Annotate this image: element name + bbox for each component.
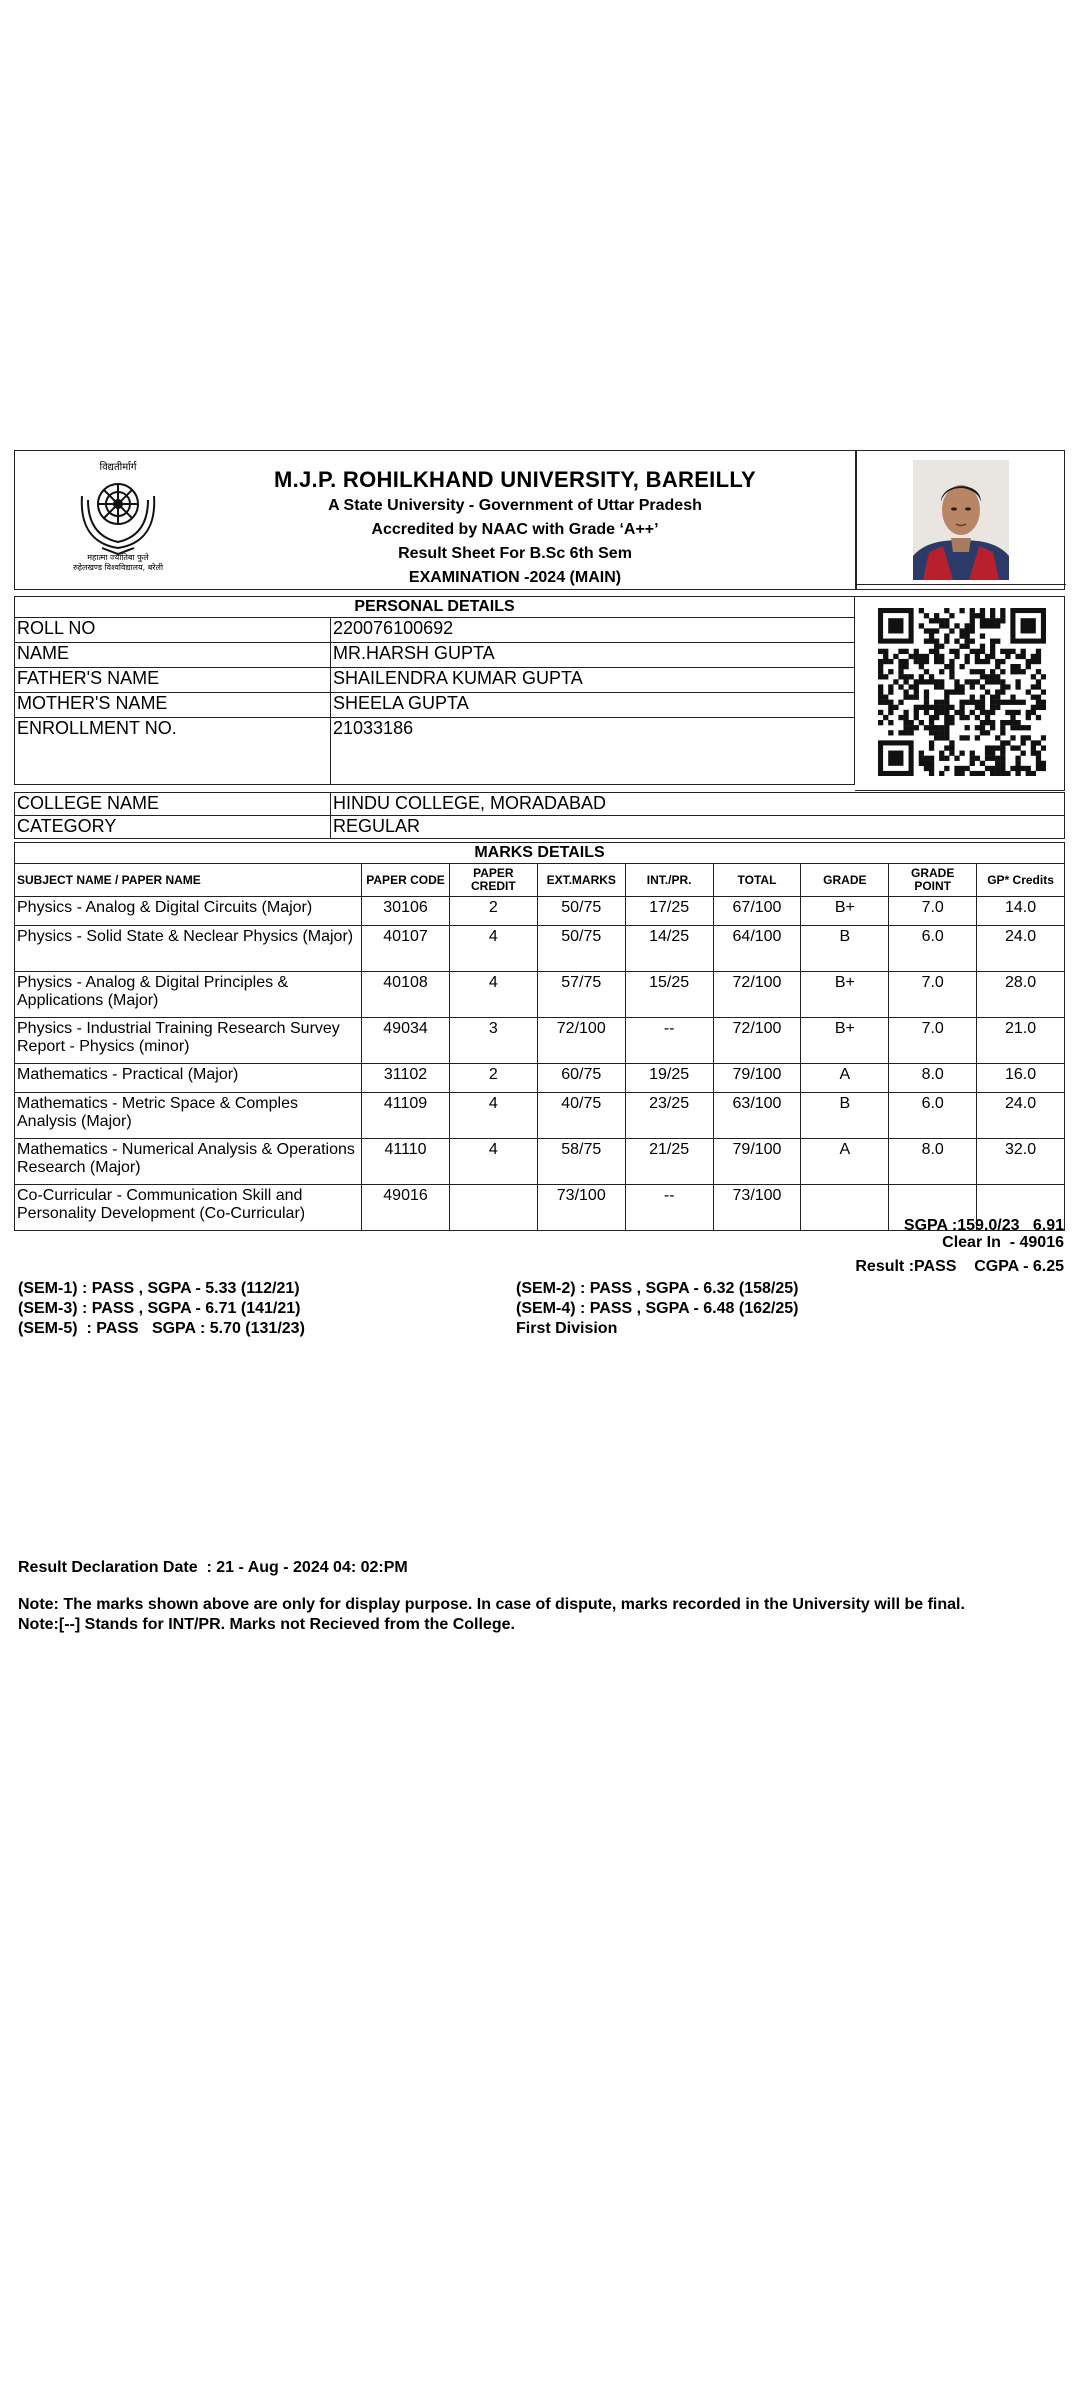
logo-text-2: रुहेलखण्ड विश्वविद्यालय, बरेली [72, 563, 164, 572]
header-divider [855, 584, 1066, 585]
gp-credits: 21.0 [977, 1018, 1065, 1064]
paper-code: 30106 [362, 897, 450, 926]
examination-line: EXAMINATION -2024 (MAIN) [408, 569, 622, 586]
ext-marks: 58/75 [537, 1139, 625, 1185]
sem1-result: (SEM-1) : PASS , SGPA - 5.33 (112/21) [18, 1280, 300, 1297]
table-row [15, 816, 1065, 839]
paper-code: 40108 [362, 972, 450, 1018]
marks-header-row [15, 864, 1065, 897]
grade: B+ [801, 897, 889, 926]
subject-name: Mathematics - Metric Space & Comples Analysis (Major) [15, 1093, 362, 1139]
int-marks: 14/25 [625, 926, 713, 972]
grade: B [801, 1093, 889, 1139]
gp-credits: 28.0 [977, 972, 1065, 1018]
grade: B+ [801, 972, 889, 1018]
table-row [15, 643, 855, 668]
header-title-block [195, 466, 835, 590]
paper-code: 40107 [362, 926, 450, 972]
category-value: REGULAR [331, 816, 1065, 839]
name-label: NAME [15, 643, 331, 668]
col-code: PAPER CODE [362, 864, 450, 897]
grade: A [801, 1064, 889, 1093]
enrollment-label: ENROLLMENT NO. [15, 718, 331, 785]
paper-credit: 4 [449, 926, 537, 972]
paper-credit: 4 [449, 1093, 537, 1139]
table-row [15, 972, 1065, 1018]
grade-point: 7.0 [889, 972, 977, 1018]
subject-name: Co-Curricular - Communication Skill and Personality Development (Co-Curricular) [15, 1185, 362, 1231]
ext-marks: 72/100 [537, 1018, 625, 1064]
roll-no-value: 220076100692 [331, 618, 855, 643]
gp-credits: 14.0 [977, 897, 1065, 926]
subject-name: Physics - Industrial Training Research Survey Report - Physics (minor) [15, 1018, 362, 1064]
table-row [15, 926, 1065, 972]
university-name: M.J.P. ROHILKHAND UNIVERSITY, BAREILLY [273, 467, 757, 492]
total-marks: 67/100 [713, 897, 801, 926]
total-marks: 72/100 [713, 972, 801, 1018]
result-sheet-line: Result Sheet For B.Sc 6th Sem [398, 545, 632, 562]
logo-text-1: महात्मा ज्योतिबा फुले [87, 553, 149, 562]
college-value: HINDU COLLEGE, MORADABAD [331, 793, 1065, 816]
college-label: COLLEGE NAME [15, 793, 331, 816]
table-row [15, 1139, 1065, 1185]
ext-marks: 57/75 [537, 972, 625, 1018]
table-row [15, 1018, 1065, 1064]
int-marks: 21/25 [625, 1139, 713, 1185]
roll-no-label: ROLL NO [15, 618, 331, 643]
paper-credit: 4 [449, 972, 537, 1018]
col-ext: EXT.MARKS [537, 864, 625, 897]
gp-credits: 24.0 [977, 1093, 1065, 1139]
mother-name-value: SHEELA GUPTA [331, 693, 855, 718]
table-row [15, 793, 1065, 816]
name-value: MR.HARSH GUPTA [331, 643, 855, 668]
category-label: CATEGORY [15, 816, 331, 839]
marks-details-title: MARKS DETAILS [15, 843, 1065, 864]
grade-point: 7.0 [889, 897, 977, 926]
col-gp-credits: GP* Credits [977, 864, 1065, 897]
table-row [15, 668, 855, 693]
clear-in: Clear In - 49016 [942, 1234, 1064, 1251]
grade [801, 1185, 889, 1231]
division: First Division [516, 1320, 618, 1337]
gp-credits: 24.0 [977, 926, 1065, 972]
paper-credit [449, 1185, 537, 1231]
int-marks: -- [625, 1018, 713, 1064]
col-credit: PAPER CREDIT [449, 864, 537, 897]
gp-credits: 32.0 [977, 1139, 1065, 1185]
grade: A [801, 1139, 889, 1185]
total-marks: 73/100 [713, 1185, 801, 1231]
paper-credit: 4 [449, 1139, 537, 1185]
total-marks: 72/100 [713, 1018, 801, 1064]
table-row [15, 897, 1065, 926]
ext-marks: 40/75 [537, 1093, 625, 1139]
ext-marks: 50/75 [537, 926, 625, 972]
personal-details-title: PERSONAL DETAILS [15, 597, 855, 618]
total-marks: 63/100 [713, 1093, 801, 1139]
sem5-result: (SEM-5) : PASS SGPA : 5.70 (131/23) [18, 1320, 305, 1337]
grade-point: 8.0 [889, 1139, 977, 1185]
col-grade: GRADE [801, 864, 889, 897]
naac-line: Accredited by NAAC with Grade ‘A++’ [371, 521, 659, 538]
int-marks: 15/25 [625, 972, 713, 1018]
ext-marks: 50/75 [537, 897, 625, 926]
subject-name: Physics - Analog & Digital Circuits (Major) [15, 897, 362, 926]
table-row [15, 693, 855, 718]
int-marks: 19/25 [625, 1064, 713, 1093]
enrollment-value: 21033186 [331, 718, 855, 785]
father-name-value: SHAILENDRA KUMAR GUPTA [331, 668, 855, 693]
paper-credit: 3 [449, 1018, 537, 1064]
grade-point: 6.0 [889, 926, 977, 972]
father-name-label: FATHER'S NAME [15, 668, 331, 693]
mother-name-label: MOTHER'S NAME [15, 693, 331, 718]
paper-code: 49034 [362, 1018, 450, 1064]
paper-credit: 2 [449, 1064, 537, 1093]
paper-code: 49016 [362, 1185, 450, 1231]
paper-code: 41109 [362, 1093, 450, 1139]
col-subject: SUBJECT NAME / PAPER NAME [15, 864, 362, 897]
state-university-line: A State University - Government of Uttar Pradesh [328, 497, 702, 514]
sgpa-summary: SGPA :159.0/23 6.91 [903, 1217, 1064, 1234]
sem4-result: (SEM-4) : PASS , SGPA - 6.48 (162/25) [516, 1300, 799, 1317]
note-int-pr: Note:[--] Stands for INT/PR. Marks not Recieved from the College. [18, 1616, 515, 1633]
grade-point: 8.0 [889, 1064, 977, 1093]
college-category-table [14, 792, 1065, 839]
grade-point: 6.0 [889, 1093, 977, 1139]
personal-details-table [14, 596, 855, 785]
gp-credits: 16.0 [977, 1064, 1065, 1093]
subject-name: Mathematics - Practical (Major) [15, 1064, 362, 1093]
ext-marks: 60/75 [537, 1064, 625, 1093]
subject-name: Physics - Solid State & Neclear Physics (Major) [15, 926, 362, 972]
paper-credit: 2 [449, 897, 537, 926]
subject-name: Mathematics - Numerical Analysis & Operations Research (Major) [15, 1139, 362, 1185]
table-row [15, 1064, 1065, 1093]
int-marks: -- [625, 1185, 713, 1231]
total-marks: 79/100 [713, 1064, 801, 1093]
grade-point: 7.0 [889, 1018, 977, 1064]
table-row [15, 1093, 1065, 1139]
grade: B+ [801, 1018, 889, 1064]
col-total: TOTAL [713, 864, 801, 897]
col-grade-point: GRADE POINT [889, 864, 977, 897]
note-display-purpose: Note: The marks shown above are only for display purpose. In case of dispute, marks recorded in the University will be final. [18, 1596, 965, 1613]
sem2-result: (SEM-2) : PASS , SGPA - 6.32 (158/25) [516, 1280, 799, 1297]
paper-code: 31102 [362, 1064, 450, 1093]
university-emblem-icon [62, 456, 174, 574]
col-int: INT./PR. [625, 864, 713, 897]
ext-marks: 73/100 [537, 1185, 625, 1231]
total-marks: 79/100 [713, 1139, 801, 1185]
table-row [15, 618, 855, 643]
total-marks: 64/100 [713, 926, 801, 972]
paper-code: 41110 [362, 1139, 450, 1185]
qr-code-icon [878, 608, 1046, 776]
header-divider [855, 450, 857, 590]
sem3-result: (SEM-3) : PASS , SGPA - 6.71 (141/21) [18, 1300, 301, 1317]
grade: B [801, 926, 889, 972]
result-declaration-date: Result Declaration Date : 21 - Aug - 2024 04: 02:PM [18, 1559, 408, 1576]
table-row [15, 718, 855, 785]
int-marks: 23/25 [625, 1093, 713, 1139]
subject-name: Physics - Analog & Digital Principles & Applications (Major) [15, 972, 362, 1018]
result-cgpa: Result :PASS CGPA - 6.25 [855, 1258, 1064, 1275]
int-marks: 17/25 [625, 897, 713, 926]
logo-top-text: विद्यतीर्मार्ग [99, 462, 137, 473]
marks-table [14, 842, 1065, 1231]
student-photo [913, 460, 1009, 580]
